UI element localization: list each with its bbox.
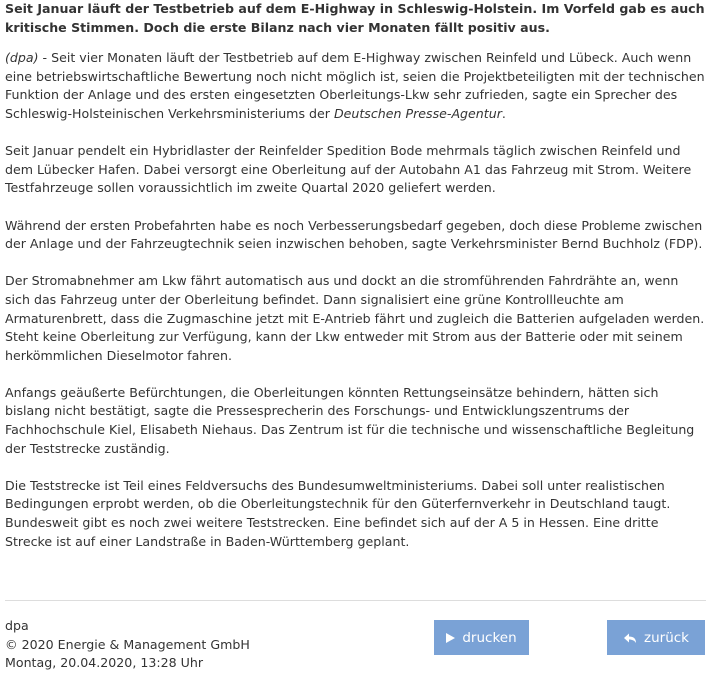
article-paragraph-4: Der Stromabnehmer am Lkw fährt automatisch aus und dockt an die stromführenden Fahrdrähte an, wenn sich das Fahrzeug unter der Oberleitung befindet. Dann signalisiert eine grüne Kontrollleuchte am Armaturenbrett, dass die Zugmaschine jetzt mit E-Antrieb fährt und zugleich die Batterien aufgeladen werden. Steht keine Oberleitung zur Verfügung, kann der Lkw entweder mit Strom aus der Batterie oder mit seinem herkömmlichen Dieselmotor fahren. (5, 273, 705, 363)
paragraph-end: . (501, 105, 506, 121)
article-paragraph-5: Anfangs geäußerte Befürchtungen, die Oberleitungen könnten Rettungseinsätze behindern, hätten sich bislang nicht bestätigt, sagte die Pressesprecherin des Forschungs- und Entwicklungszentrums der Fachhochschule Kiel, Elisabeth Niehaus. Das Zentrum ist für die technische und wissenschaftliche Begleitung der Teststrecke zuständig. (5, 384, 695, 456)
source-tag: (dpa) (5, 50, 39, 66)
back-button-label: zurück (644, 629, 689, 646)
article-footer (5, 617, 250, 673)
article-lead: Seit Januar läuft der Testbetrieb auf dem E-Highway in Schleswig-Holstein. Im Vorfeld gab es auch kritische Stimmen. Doch die erste Bilanz nach vier Monaten fällt positiv aus. (5, 1, 705, 35)
paragraph-text: - Seit vier Monaten läuft der Testbetrieb auf dem E-Highway zwischen Reinfeld und Lübeck. Auch wenn eine betriebswirtschaftliche Bewertung noch nicht möglich ist, seien die Projektbeteiligten mit der technischen Funktion der Anlage und des ersten eingesetzten Oberleitungs-Lkw sehr zufrieden, sagte ein Sprecher des Schleswig-Holsteinischen Verkehrsministeriums der (5, 50, 705, 121)
play-triangle-icon (446, 633, 455, 643)
article-body (5, 0, 707, 551)
return-arrow-icon (623, 632, 637, 644)
back-button[interactable] (607, 620, 705, 655)
agency-name: Deutschen Presse-Agentur (333, 105, 502, 121)
footer-divider (5, 600, 706, 601)
print-button-label: drucken (462, 629, 517, 646)
print-button[interactable] (434, 620, 529, 655)
article-paragraph-3: Während der ersten Probefahrten habe es noch Verbesserungsbedarf gegeben, doch diese Probleme zwischen der Anlage und der Fahrzeugtechnik seien inzwischen behoben, sagte Verkehrsminister Bernd Buchholz (FDP). (5, 217, 703, 252)
footer-source: dpa (5, 618, 29, 633)
article-paragraph-1 (5, 49, 707, 123)
article-paragraph-2: Seit Januar pendelt ein Hybridlaster der Reinfelder Spedition Bode mehrmals täglich zwischen Reinfeld und dem Lübecker Hafen. Dabei versorgt eine Oberleitung auf der Autobahn A1 das Fahrzeug mit Strom. Weitere Testfahrzeuge sollen voraussichtlich im zweite Quartal 2020 geliefert werden. (5, 143, 692, 196)
footer-date: Montag, 20.04.2020, 13:28 Uhr (5, 655, 203, 671)
article-paragraph-6: Die Teststrecke ist Teil eines Feldversuchs des Bundesumweltministeriums. Dabei soll unter realistischen Bedingungen erprobt werden, ob die Oberleitungstechnik für den Güterfernverkehr in Deutschland taugt. Bundesweit gibt es noch zwei weitere Teststrecken. Eine befindet sich auf der A 5 in Hessen. Eine dritte Strecke ist auf einer Landstraße in Baden-Württemberg geplant. (5, 477, 671, 549)
footer-copyright: © 2020 Energie & Management GmbH (5, 636, 250, 652)
